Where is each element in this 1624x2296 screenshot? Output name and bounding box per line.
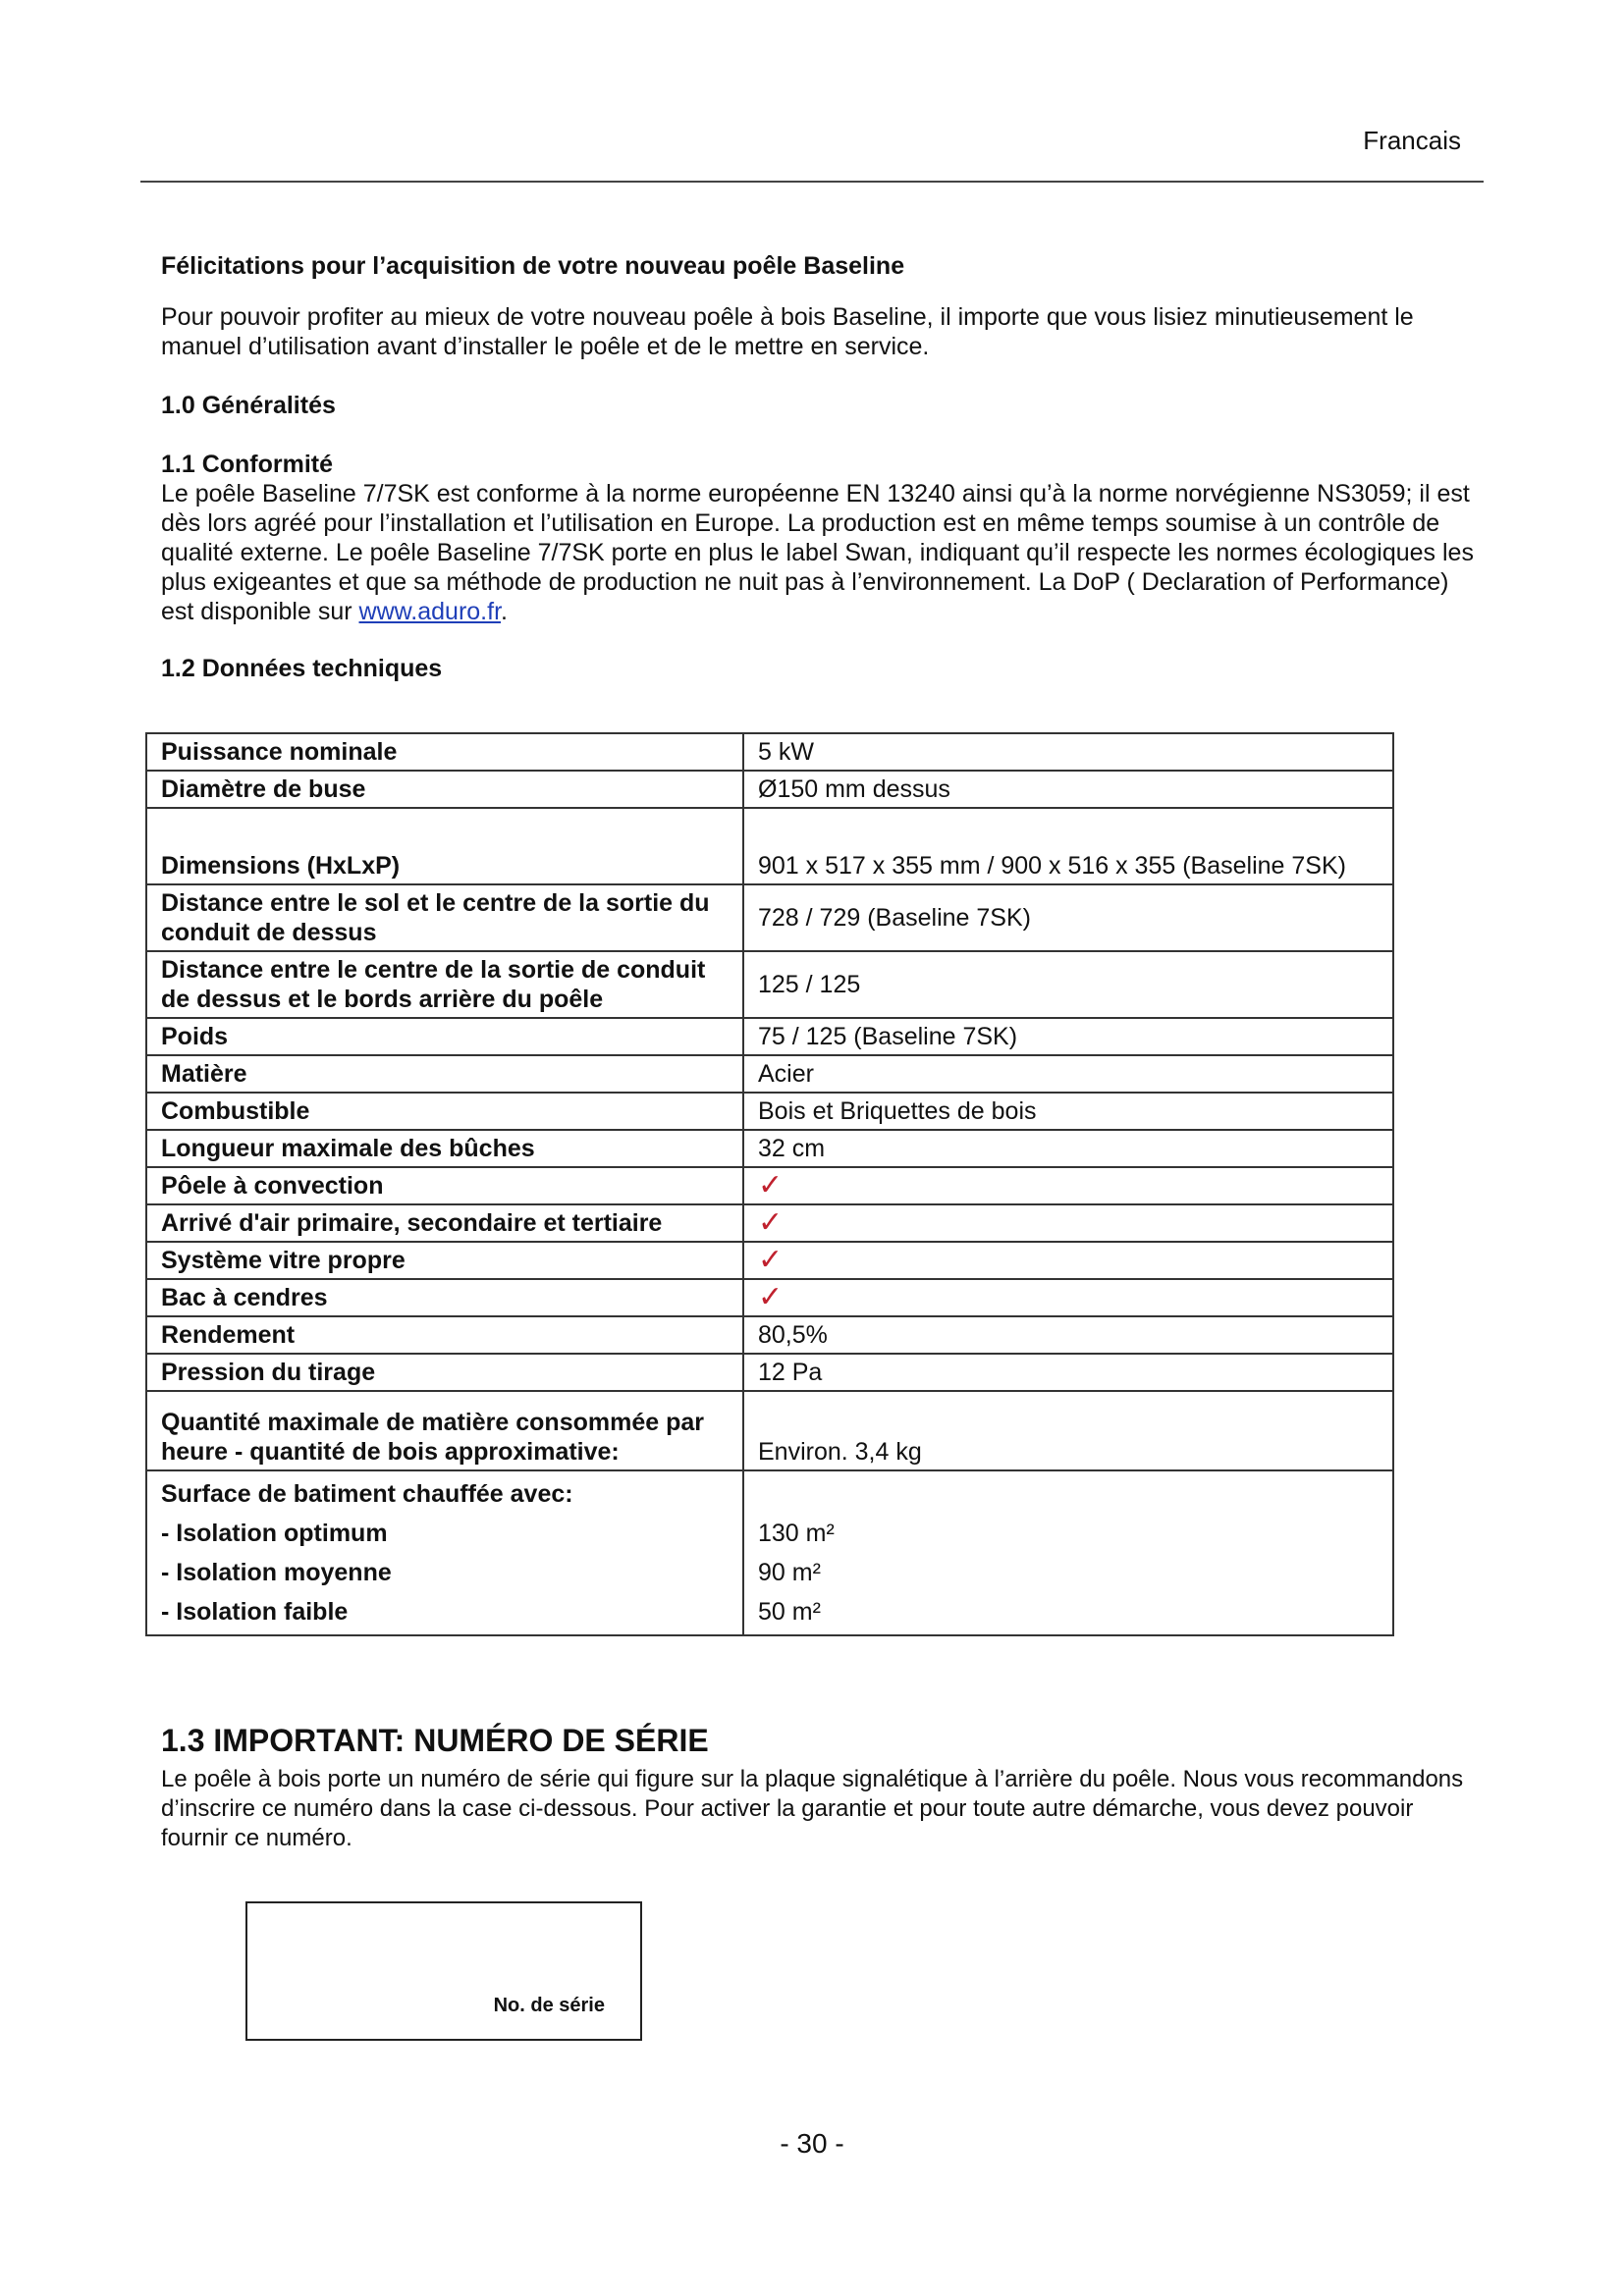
insulation-medium-value: 90 m² <box>758 1559 821 1586</box>
checkmark-icon: ✓ <box>743 1204 1393 1242</box>
spec-label: Distance entre le sol et le centre de la sortie du conduit de dessus <box>146 884 743 951</box>
checkmark-icon: ✓ <box>743 1242 1393 1279</box>
checkmark-icon: ✓ <box>743 1167 1393 1204</box>
insulation-optimum-label: - Isolation optimum <box>161 1520 388 1547</box>
intro-title: Félicitations pour l’acquisition de votre nouveau poêle Baseline <box>161 252 905 280</box>
section-1-1-title: 1.1 Conformité <box>161 451 334 478</box>
surface-heading: Surface de batiment chauffée avec: <box>161 1480 573 1508</box>
spec-label: Dimensions (HxLxP) <box>146 808 743 884</box>
spec-label: Quantité maximale de matière consommée par heure - quantité de bois approximative: <box>146 1391 743 1470</box>
table-row <box>146 1204 1393 1242</box>
serial-number-label: No. de série <box>493 1995 605 2016</box>
spec-label: Rendement <box>146 1316 743 1354</box>
spec-label: Système vitre propre <box>146 1242 743 1279</box>
insulation-low-value: 50 m² <box>758 1598 821 1626</box>
insulation-low-label: - Isolation faible <box>161 1598 349 1626</box>
spec-label: Diamètre de buse <box>146 771 743 808</box>
table-row <box>146 884 1393 951</box>
table-row <box>146 951 1393 1018</box>
spec-label: Poids <box>146 1018 743 1055</box>
conformity-text-end: . <box>501 598 508 625</box>
table-row <box>146 1130 1393 1167</box>
spec-label: Pôele à convection <box>146 1167 743 1204</box>
spec-value: Acier <box>743 1055 1393 1093</box>
spec-value: 5 kW <box>743 733 1393 771</box>
spec-value: Bois et Briquettes de bois <box>743 1093 1393 1130</box>
section-1-0-title: 1.0 Généralités <box>161 392 336 419</box>
spec-value: 75 / 125 (Baseline 7SK) <box>743 1018 1393 1055</box>
conformity-text: Le poêle Baseline 7/7SK est conforme à la norme européenne EN 13240 ainsi qu’à la norme norvégienne NS3059; il est dès lors agréé pour l’installation et l’utilisation en Europe. La production est en même temps soumise à un contrôle de qualité externe. Le poêle Baseline 7/7SK porte en plus le label Swan, indiquant qu’il respecte les normes écologiques les plus exigeantes et que sa méthode de production ne nuit pas à l’environnement. La DoP ( Declaration of Performance) est disponible sur <box>161 480 1474 625</box>
spacer <box>758 1474 1379 1514</box>
table-row <box>146 1055 1393 1093</box>
spec-label: Combustible <box>146 1093 743 1130</box>
table-row <box>146 1093 1393 1130</box>
insulation-medium-label: - Isolation moyenne <box>161 1559 392 1586</box>
table-row <box>146 1018 1393 1055</box>
table-row <box>146 808 1393 884</box>
spec-label: Longueur maximale des bûches <box>146 1130 743 1167</box>
checkmark-icon: ✓ <box>743 1279 1393 1316</box>
surface-values <box>743 1470 1393 1635</box>
spec-label: Matière <box>146 1055 743 1093</box>
intro-content <box>161 251 1483 683</box>
table-row <box>146 1391 1393 1470</box>
language-label: Francais <box>1363 126 1461 155</box>
header-divider <box>140 181 1484 183</box>
surface-labels <box>146 1470 743 1635</box>
spec-value: 901 x 517 x 355 mm / 900 x 516 x 355 (Baseline 7SK) <box>743 808 1393 884</box>
spec-label: Arrivé d'air primaire, secondaire et tertiaire <box>146 1204 743 1242</box>
serial-number-section <box>161 1723 1483 1853</box>
table-row <box>146 1316 1393 1354</box>
section-1-2-title: 1.2 Données techniques <box>161 655 443 682</box>
spec-value: 12 Pa <box>743 1354 1393 1391</box>
spec-value: 32 cm <box>743 1130 1393 1167</box>
intro-text: Pour pouvoir profiter au mieux de votre nouveau poêle à bois Baseline, il importe que vous lisiez minutieusement le manuel d’utilisation avant d’installer le poêle et de le mettre en service. <box>161 303 1414 360</box>
section-1-3-title: 1.3 IMPORTANT: NUMÉRO DE SÉRIE <box>161 1723 709 1758</box>
section-1-3-text: Le poêle à bois porte un numéro de série qui figure sur la plaque signalétique à l’arrière du poêle. Nous vous recommandons d’inscrire ce numéro dans la case ci-dessous. Pour activer la garantie et pour toute autre démarche, vous devez pouvoir fournir ce numéro. <box>161 1766 1464 1851</box>
spec-label: Puissance nominale <box>146 733 743 771</box>
spec-value: 125 / 125 <box>743 951 1393 1018</box>
table-row <box>146 1470 1393 1635</box>
spec-label: Distance entre le centre de la sortie de conduit de dessus et le bords arrière du poêle <box>146 951 743 1018</box>
spec-label: Pression du tirage <box>146 1354 743 1391</box>
spec-value: Ø150 mm dessus <box>743 771 1393 808</box>
spec-value: 728 / 729 (Baseline 7SK) <box>743 884 1393 951</box>
aduro-link[interactable]: www.aduro.fr <box>358 598 502 625</box>
spec-value: Environ. 3,4 kg <box>743 1391 1393 1470</box>
table-row <box>146 733 1393 771</box>
insulation-optimum-value: 130 m² <box>758 1520 835 1547</box>
table-row <box>146 1167 1393 1204</box>
spec-label: Bac à cendres <box>146 1279 743 1316</box>
table-row <box>146 1354 1393 1391</box>
table-row <box>146 771 1393 808</box>
spec-value: 80,5% <box>743 1316 1393 1354</box>
technical-data-table <box>145 732 1394 1636</box>
section-1-1-text <box>161 479 1483 626</box>
page-number: - 30 - <box>780 2128 844 2159</box>
serial-number-box <box>245 1901 642 2041</box>
table-row <box>146 1242 1393 1279</box>
table-row <box>146 1279 1393 1316</box>
